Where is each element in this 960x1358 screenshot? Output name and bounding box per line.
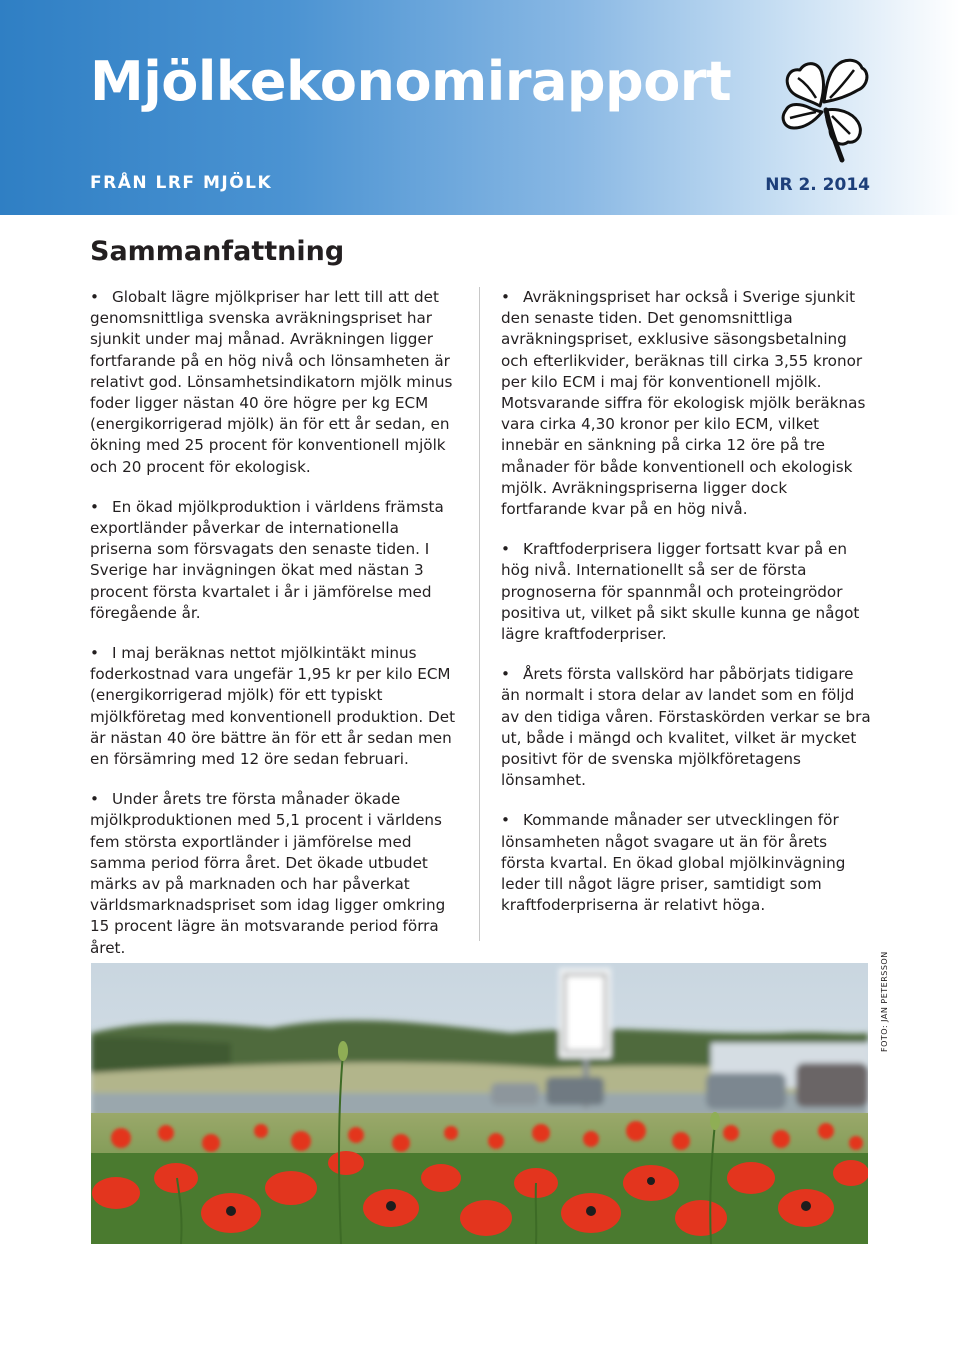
section-heading: Sammanfattning — [90, 236, 345, 267]
bullet-paragraph: • Kommande månader ser utvecklingen för lönsamheten något svagare ut än för årets första kvartal. En ökad global mjölkinvägning leder till något lägre priser, samtidigt som kraftfoderpriserna är relativt höga. — [501, 810, 873, 916]
bullet-paragraph: • Kraftfoderprisera ligger fortsatt kvar på en hög nivå. Internationellt så ser de första prognoserna för spannmål och proteingrödor positiva ut, vilket på sikt skulle kunna ge något lägre kraftfoderpriser. — [501, 539, 873, 645]
poppy-field-photo — [91, 963, 868, 1244]
report-header — [0, 0, 960, 215]
bullet-dot-icon: • — [501, 288, 510, 306]
bullet-dot-icon: • — [90, 497, 99, 516]
bullet-paragraph: • Årets första vallskörd har påbörjats tidigare än normalt i stora delar av landet som en följd av den tidiga våren. Förstaskörden verkar se bra ut, både i mängd och kvalitet, vilket är mycket positivt för de svenska mjölkföretagens lönsamhet. — [501, 664, 873, 791]
left-column — [90, 287, 462, 978]
bullet-dot-icon: • — [90, 288, 99, 306]
bullet-paragraph: • Under årets tre första månader ökade mjölkproduktionen med 5,1 procent i världens fem största exportländer i jämförelse med samma period förra året. Det ökade utbudet märks av på marknaden och har påverkat världsmarknadspriset som idag ligger omkring 15 procent lägre än motsvarande period förra året. — [90, 789, 462, 959]
bullet-paragraph: • Globalt lägre mjölkpriser har lett till att det genomsnittliga svenska avräkningspriset har sjunkit under maj månad. Avräkningen ligger fortfarande på en hög nivå och lönsamheten är relativt god. Lönsamhetsindikatorn mjölk minus foder ligger nästan 40 öre högre per kg ECM (energikorrigerad mjölk) än för ett år sedan, en ökning med 25 procent för konventionell mjölk och 20 procent för ekologisk. — [90, 287, 462, 478]
report-subtitle: FRÅN LRF MJÖLK — [90, 173, 273, 193]
bullet-paragraph: • Avräkningspriset har också i Sverige sjunkit den senaste tiden. Det genomsnittliga avräkningspriset, exklusive säsongsbetalning och efterlikvider, beräknas till cirka 3,55 kronor per kilo ECM i maj för konventionell mjölk. Motsvarande siffra för ekologisk mjölk beräknas vara cirka 4,30 kronor per kilo ECM, vilket innebär en sänkning på cirka 12 öre på tre månader för både konventionell och ekologisk mjölk. Avräkningspriserna ligger dock fortfarande kvar på en hög nivå. — [501, 287, 873, 520]
bullet-paragraph: • En ökad mjölkproduktion i världens främsta exportländer påverkar de internationella priserna som försvagats den senaste tiden. I Sverige har invägningen ökat med nästan 3 procent första kvartalet i år i jämförelse med föregående år. — [90, 497, 462, 624]
right-column — [501, 287, 873, 935]
column-divider — [479, 287, 480, 941]
bullet-dot-icon: • — [90, 790, 99, 809]
bullet-dot-icon: • — [90, 644, 99, 663]
report-title: Mjölkekonomirapport — [90, 50, 732, 113]
bullet-dot-icon: • — [501, 665, 510, 684]
clover-leaf-logo-icon — [776, 48, 876, 166]
bullet-dot-icon: • — [501, 540, 510, 559]
issue-number: NR 2. 2014 — [765, 175, 870, 195]
photo-credit: FOTO: JAN PETERSSON — [880, 951, 889, 1052]
poppy-field-illustration — [91, 963, 868, 1244]
bullet-paragraph: • I maj beräknas nettot mjölkintäkt minus foderkostnad vara ungefär 1,95 kr per kilo ECM (energikorrigerad mjölk) för ett typiskt mjölkföretag med konventionell produktion. Det är nästan 40 öre bättre än för ett år sedan men en försämring med 12 öre sedan februari. — [90, 643, 462, 770]
bullet-dot-icon: • — [501, 811, 510, 830]
